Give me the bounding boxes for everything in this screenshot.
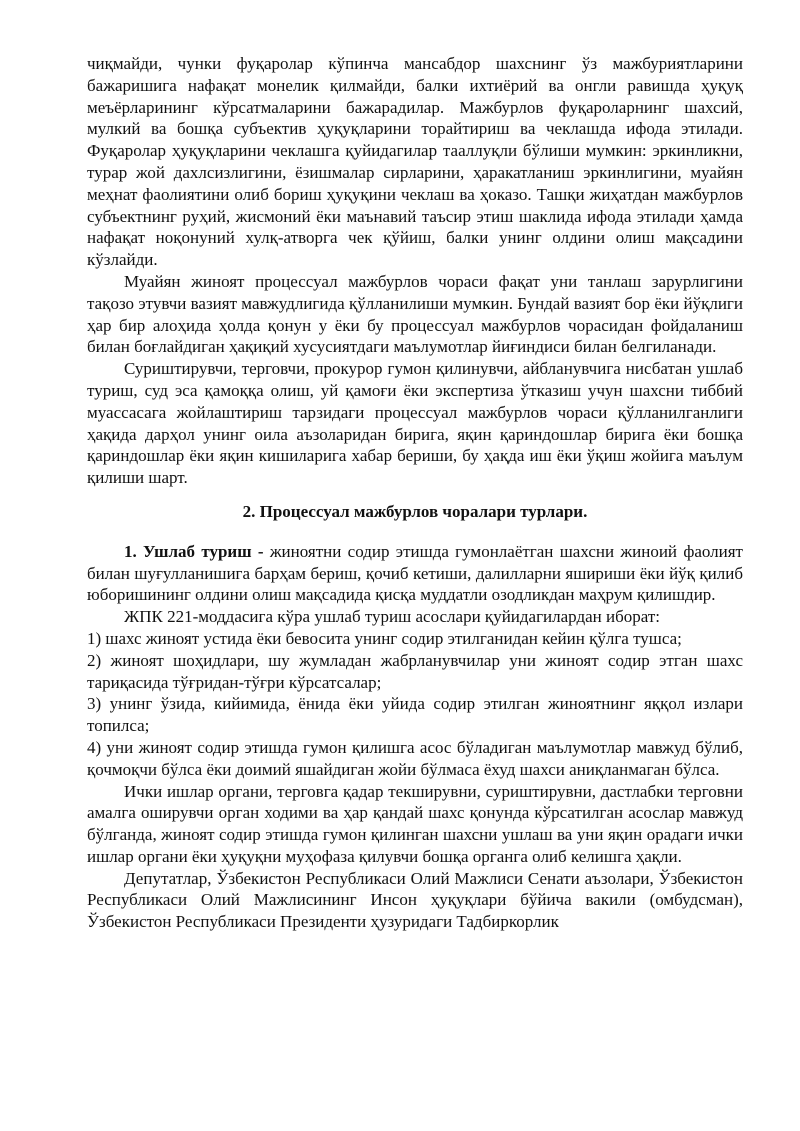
paragraph-coercion-situation: Муайян жиноят процессуал мажбурлов чораси фақат уни танлаш зарурлигини тақозо этувчи вазият мавжудлигида қўлланилиши мумкин. Бундай вазият бор ёки йўқлиги ҳар бир алоҳида ҳолда қонун у ёки бу процессуал мажбурлов чорасидан фойдаланиш билан боғлайдиган ҳақиқий хусусиятдаги маълумотлар йиғиндиси билан белгиланади. (87, 271, 743, 357)
document-page (87, 53, 743, 933)
paragraph-detention-definition (87, 541, 743, 606)
paragraph-deputies: Депутатлар, Ўзбекистон Республикаси Олий Мажлиси Сенати аъзолари, Ўзбекистон Республикаси Олий Мажлисининг Инсон ҳуқуқлари бўйича вакили (омбудсман), Ўзбекистон Республикаси Президенти ҳузуридаги Тадбиркорлик (87, 868, 743, 932)
paragraph-detention-authority: Ички ишлар органи, терговга қадар текширувни, суриштирувни, дастлабки терговни амалга оширувчи орган ходими ва ҳар қандай шахс қонунда кўрсатилган асослар мавжуд бўлганда, жиноят содир этишда гумон қилинган шахсни ушлаш ва уни яқин орадаги ички ишлар органи ёки ҳуқуқни муҳофаза қилувчи бошқа органга олиб келишга ҳақли. (87, 781, 743, 866)
paragraph-coercion-intro: чиқмайди, чунки фуқаролар кўпинча мансабдор шахснинг ўз мажбуриятларини бажаришига нафақат монелик қилмайди, балки ихтиёрий ва онгли равишда ҳуқуқ меъёрларининг кўрсатмаларини бажарадилар. Мажбурлов фуқароларнинг шахсий, мулкий ва бошқа субъектив ҳуқуқларини торайтириш ва чеклашда ифода этилади. Фуқаролар ҳуқуқларини чеклашга қуйидагилар тааллуқли бўлиши мумкин: эркинликни, турар жой дахлсизлигини, ёзишмалар сирларини, ҳаракатланиш эркинлигини, муайян меҳнат фаолиятини олиб бориш ҳуқуқини чеклаш ва ҳоказо. Ташқи жиҳатдан мажбурлов субъектнинг руҳий, жисмоний ёки маънавий таъсир этиш шаклида ифода этилади ҳамда нафақат ноқонуний хулқ-атворга чек қўйиш, балки унинг олдини олиш мақсадини кўзлайди. (87, 54, 743, 270)
list-item: 1) шахс жиноят устида ёки бевосита унинг содир этилганидан кейин қўлга тушса; (87, 628, 682, 648)
term-detention: 1. Ушлаб туриш - (124, 541, 264, 561)
section-heading: 2. Процессуал мажбурлов чоралари турлари. (242, 501, 588, 521)
paragraph-detention-grounds: ЖПК 221-моддасига кўра ушлаб туриш асослари қуйидагилардан иборат: (124, 607, 661, 627)
list-item: 4) уни жиноят содир этишда гумон қилишга асос бўладиган маълумотлар мавжуд бўлиб, қочмоқчи бўлса ёки доимий яшайдиган жойи бўлмаса ёхуд шахси аниқланмаган бўлса. (87, 737, 743, 779)
list-item: 2) жиноят шоҳидлари, шу жумладан жабрланувчилар уни жиноят содир этган шахс тариқасида тўғридан-тўғри кўрсатсалар; (87, 650, 743, 692)
definition-detention: жиноятни содир этишда гумонлаётган шахсни жиноий фаолият билан шуғулланишига барҳам бериш, қочиб кетиши, далилларни яшириши ёки йўқ қилиб юборишининг олдини олиш мақсадида қисқа муддатли озодликдан маҳрум қилишдир. (87, 541, 743, 605)
paragraph-notification-duty: Суриштирувчи, терговчи, прокурор гумон қилинувчи, айбланувчига нисбатан ушлаб туриш, суд эса қамоққа олиш, уй қамоғи ёки экспертиза ўтказиш учун шахсни тиббий муассасага жойлаштириш тарзидаги процессуал мажбурлов чораси қўлланилганлиги ҳақида дарҳол унинг оила аъзоларидан бирига, яқин қариндошлар бирига ёки бошқа қариндошлар ёки яқин кишиларига хабар бериши, бу ҳақда иш ёки ўқиш жойига маълум қилиши шарт. (87, 359, 743, 488)
list-item: 3) унинг ўзида, кийимида, ёнида ёки уйида содир этилган жиноятнинг яққол излари топилса; (87, 694, 743, 736)
